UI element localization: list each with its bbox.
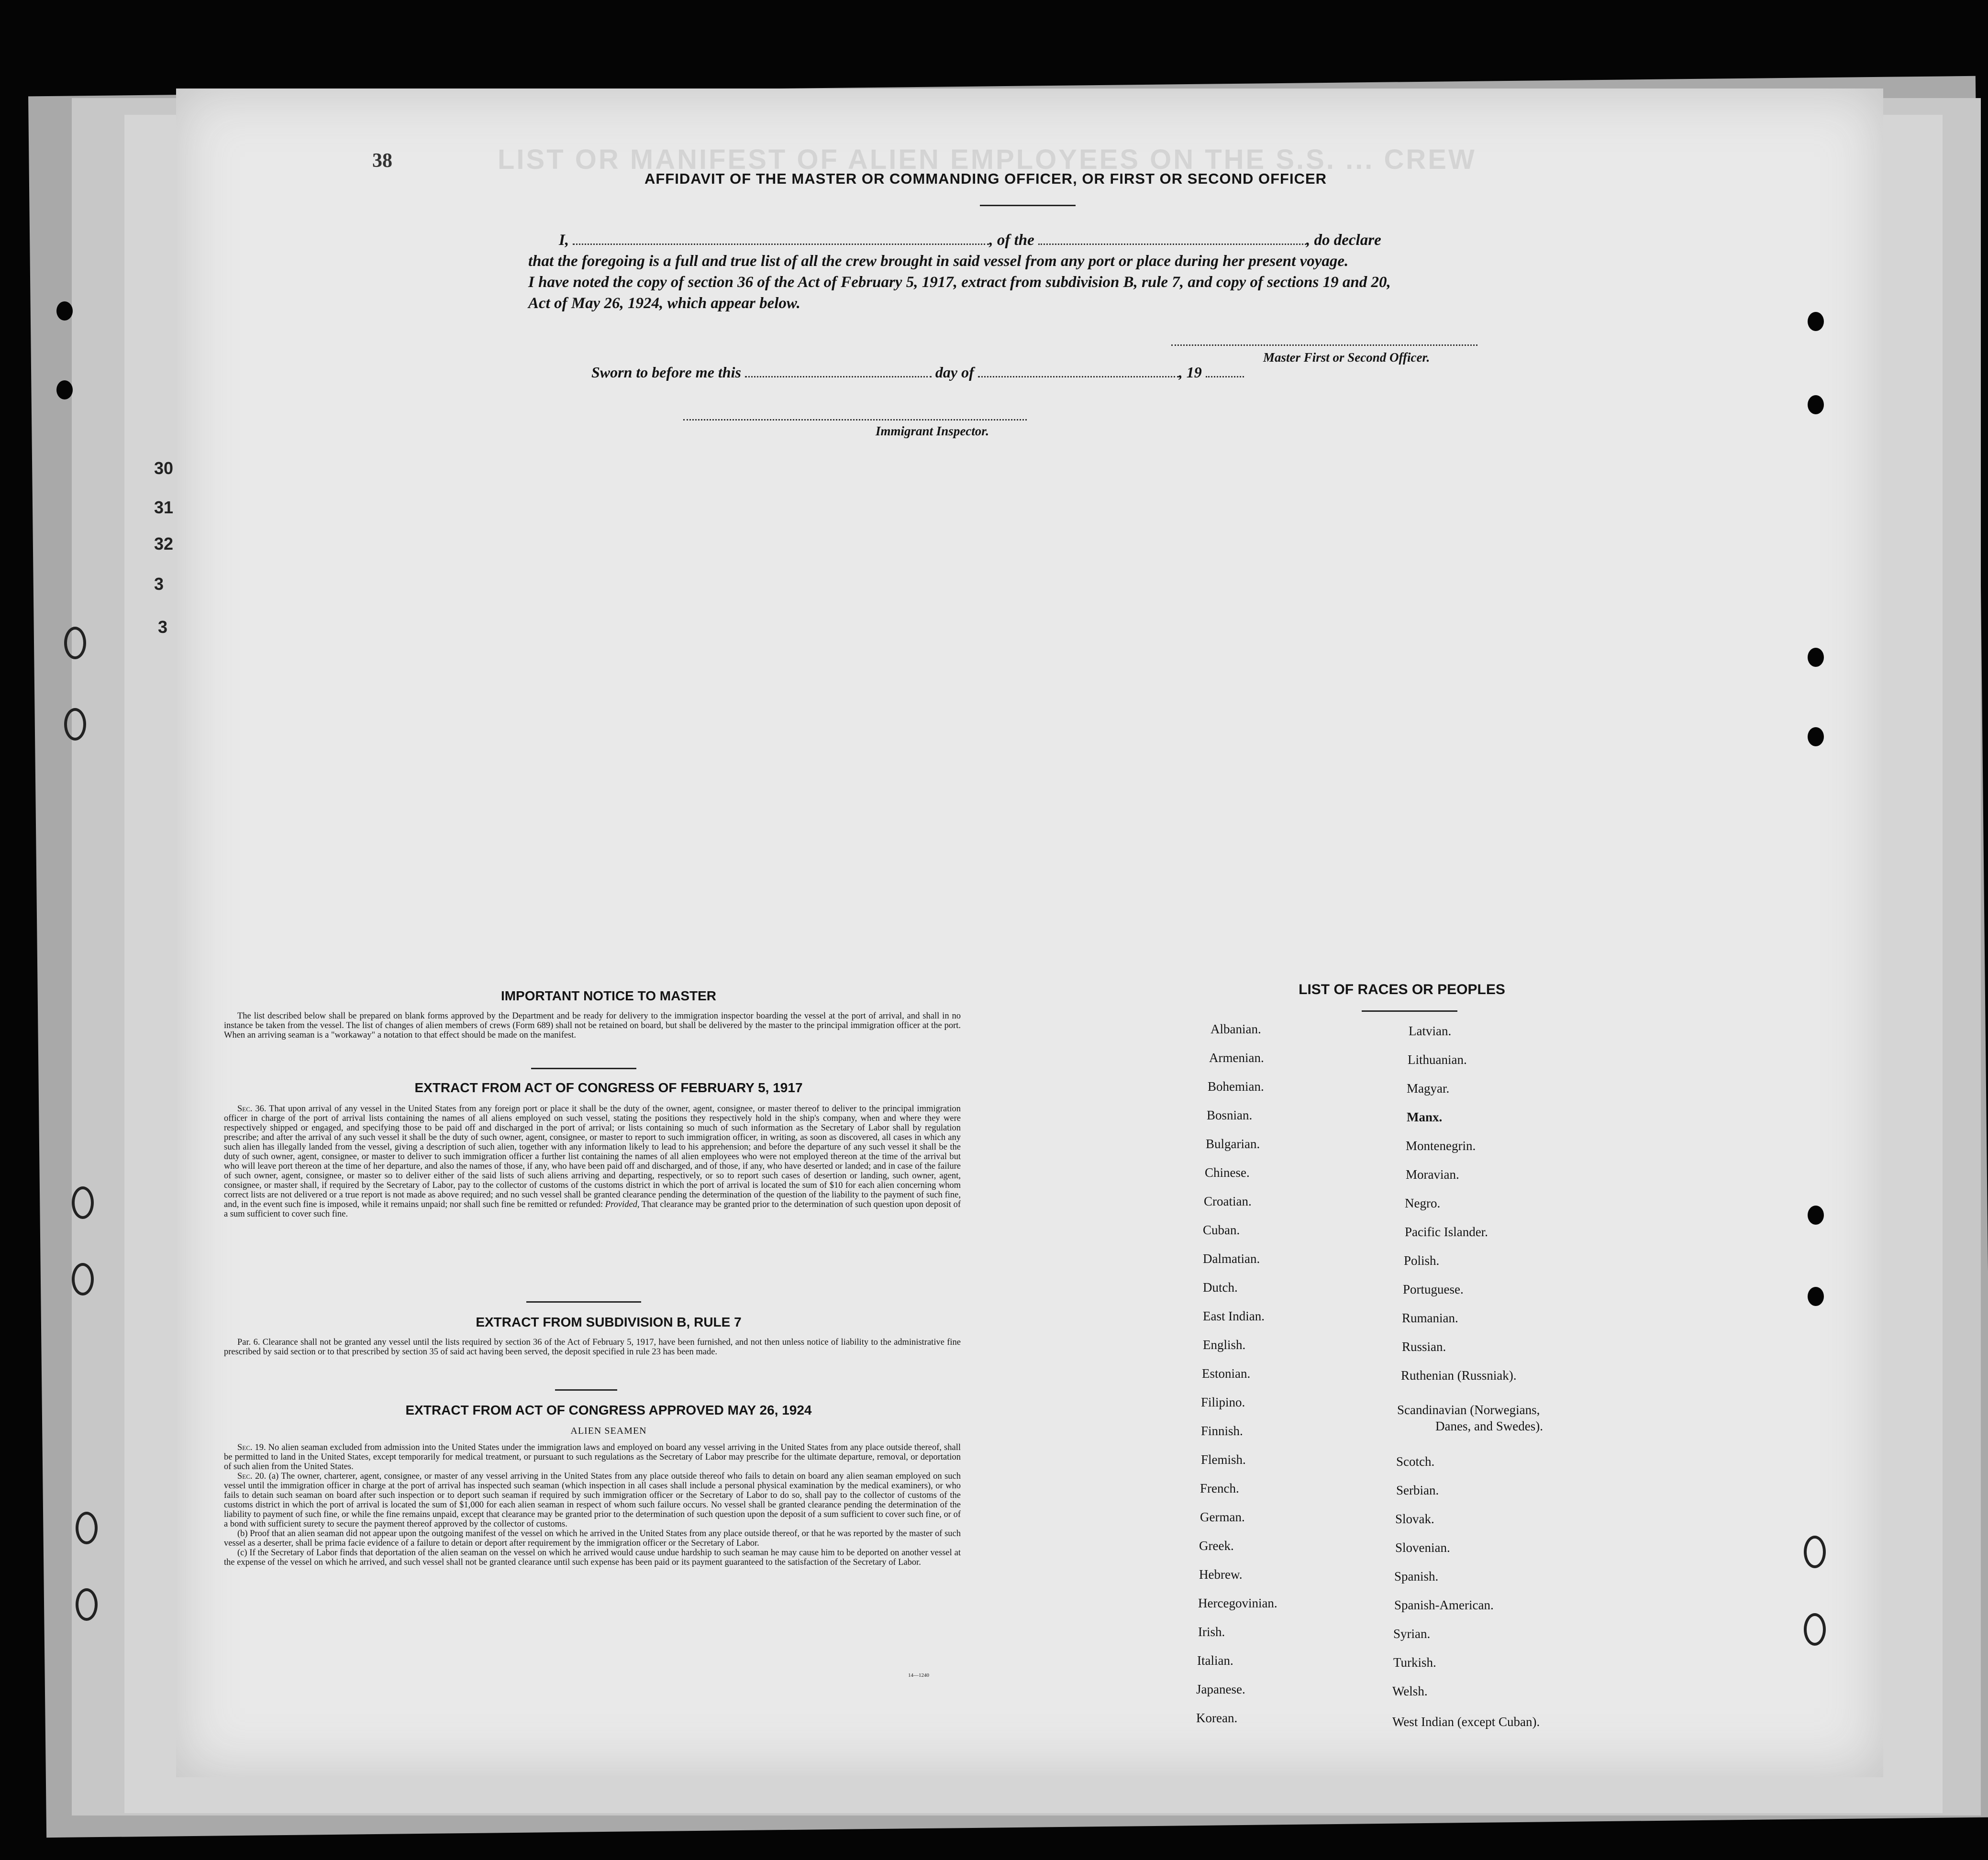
race-right: West Indian (except Cuban). (1392, 1715, 1540, 1729)
race-right: Latvian. (1409, 1024, 1452, 1038)
binder-hole (1808, 1206, 1824, 1225)
affidavit-line-1 (559, 230, 1544, 251)
edge-number: 3 (154, 574, 164, 594)
race-left: Korean. (1196, 1711, 1238, 1725)
race-left: German. (1200, 1510, 1245, 1524)
master-label: Master First or Second Officer. (1263, 350, 1430, 365)
affidavit-line-2: that the foregoing is a full and true list of all the crew brought in said vessel from any port or place during her present voyage. (528, 253, 1349, 270)
affidavit-of: , of the (989, 232, 1034, 249)
binder-hole (72, 1186, 94, 1219)
race-left: English. (1203, 1338, 1246, 1352)
race-right: Welsh. (1392, 1684, 1428, 1698)
race-left: East Indian. (1203, 1309, 1265, 1323)
race-right: Slovenian. (1395, 1540, 1450, 1555)
race-right: Serbian. (1396, 1483, 1439, 1497)
race-right: Scandinavian (Norwegians, (1397, 1403, 1540, 1417)
binder-hole (76, 1588, 98, 1621)
sworn-year: , 19 (1178, 364, 1202, 381)
sworn-line (591, 364, 1244, 381)
bleed-through-text: LIST OR MANIFEST OF ALIEN EMPLOYEES ON THE S.S. ... CREW (498, 144, 1477, 175)
edge-number: 32 (154, 534, 174, 554)
affidavit-line-3: I have noted the copy of section 36 of the Act of February 5, 1917, extract from subdivision B, rule 7, and copy of sections 19 and 20, (528, 274, 1391, 291)
proviso-text: That clearance may be granted prior to the determination of such question upon deposit of a sum sufficient to cover such fine. (224, 1200, 961, 1219)
binder-hole (1808, 1287, 1824, 1306)
race-left: Bohemian. (1208, 1079, 1264, 1094)
binder-hole (1808, 312, 1824, 331)
race-left: French. (1200, 1481, 1239, 1495)
binder-hole (1808, 395, 1824, 414)
sec19 (224, 1443, 961, 1472)
master-signature-line (1171, 344, 1477, 346)
name-blank (573, 244, 989, 245)
race-left: Hebrew. (1199, 1567, 1243, 1582)
edge-number: 3 (158, 617, 168, 637)
sec20-label: Sec. 20. (237, 1472, 267, 1481)
sec20c: (c) If the Secretary of Labor finds that deportation of the alien seaman on the vessel on which he arrived would cause undue hardship to such seaman he may cause him to be deported on another vessel at the expense of the vessel on which he arrived, and such vessel shall not be granted clearance until such expense has been paid or its payment guaranteed to the satisfaction of the Secretary of Labor. (224, 1548, 961, 1567)
race-right: Turkish. (1393, 1655, 1436, 1670)
race-left: Bosnian. (1207, 1108, 1253, 1122)
race-left: Armenian. (1209, 1051, 1264, 1065)
vessel-blank (1038, 244, 1306, 245)
sworn-date-blank (745, 376, 932, 377)
binder-hole (1804, 1613, 1826, 1646)
race-left: Italian. (1197, 1653, 1233, 1668)
affidavit-i: I, (559, 232, 569, 249)
binder-hole (72, 1263, 94, 1295)
sec20a (224, 1472, 961, 1529)
section-rule (526, 1301, 641, 1303)
binder-hole (64, 627, 86, 659)
rule7-title: EXTRACT FROM SUBDIVISION B, RULE 7 (476, 1315, 742, 1329)
sworn-year-blank (1206, 376, 1244, 377)
edge-number: 31 (154, 498, 174, 517)
section-rule (555, 1389, 617, 1391)
binder-hole (56, 380, 73, 399)
sec19-text: No alien seaman excluded from admission into the United States under the immigration laws and employed on board any vessel arriving in the United States from any place outside thereof, shall be permitted to land in the United States, except temporarily for medical treatment, or pursuant to such regulations as the Secretary of Labor may prescribe for the ultimate departure, removal, or deportation of such alien from the United States. (224, 1443, 961, 1472)
binder-hole (1808, 727, 1824, 746)
race-left: Dalmatian. (1203, 1251, 1260, 1266)
sec36-label: Sec. 36. (237, 1104, 267, 1114)
race-right: Syrian. (1393, 1627, 1431, 1641)
race-left: Flemish. (1201, 1452, 1246, 1467)
section-rule (531, 1068, 636, 1069)
sec19-label: Sec. 19. (237, 1443, 266, 1452)
proviso-label: Provided, (605, 1200, 640, 1209)
race-left: Estonian. (1202, 1366, 1251, 1381)
race-left: Bulgarian. (1206, 1137, 1260, 1151)
race-left: Hercegovinian. (1198, 1596, 1277, 1610)
affidavit-body (528, 230, 1544, 314)
race-right: Moravian. (1406, 1167, 1459, 1182)
sec20b: (b) Proof that an alien seaman did not appear upon the outgoing manifest of the vessel on which he arrived in the United States from any place outside thereof, or that he was reported by the master of such vessel as a deserter, shall be prima facie evidence of a failure to detain or deport after requirement by the immigration officer or the Secretary of Labor. (224, 1529, 961, 1548)
race-right: Negro. (1405, 1196, 1441, 1210)
sworn-month-blank (978, 376, 1179, 377)
sec36-text: That upon arrival of any vessel in the United States from any foreign port or place it shall be the duty of the owner, agent, consignee, or master thereof to deliver to the principal immigration officer in charge of the port of arrival lists containing the names of all aliens employed on such vessel, stating the positions they respectively hold in the ship's company, when and where they were respectively shipped or engaged, and specifying those to be paid off and discharged in the port of arrival; or lists containing so much of such information as the Secretary of Labor shall by regulation prescribe; and after the arrival of any such vessel it shall be the duty of such owner, agent, consignee, or master to report to such immigration officer, in writing, as soon as discovered, all cases in which any such alien has illegally landed from the vessel, giving a description of such alien, together with any information likely to lead to his apprehension; and before the departure of any such vessel it shall be the duty of such owner, agent, consignee, or master to deliver to such immigration officer a further list containing the names of all alien employees who were not employed thereon at the time of the arrival but who will leave port thereon at the time of her departure, and also the names of those, if any, who have been paid off and discharged, and of those, if any, who have deserted or landed; and in case of the failure of such owner, agent, consignee, or master so to deliver either of the said lists of such aliens arriving and departing, respectively, or so to report such cases of desertion or landing, such owner, agent, consignee, or master shall, if required by the Secretary of Labor, pay to the collector of customs of the customs district in which the port of arrival is located the sum of $10 for each alien concerning whom correct lists are not delivered or a true report is not made as above required; and no such vessel shall be granted clearance pending the determination of the question of the liability to the payment of such fine, and, in the event such fine is imposed, while it remains unpaid; nor shall such fine be remitted or refunded: (224, 1104, 961, 1209)
race-left: Cuban. (1203, 1223, 1240, 1237)
race-left: Finnish. (1201, 1424, 1243, 1438)
alien-seamen-subtitle: ALIEN SEAMEN (570, 1426, 647, 1436)
page-mark: 38 (372, 150, 392, 172)
race-right: Russian. (1402, 1340, 1446, 1354)
notice-title: IMPORTANT NOTICE TO MASTER (500, 988, 717, 1003)
race-right: Pacific Islander. (1405, 1225, 1488, 1239)
sworn-day: day of (935, 364, 974, 381)
sworn-prefix: Sworn to before me this (591, 364, 741, 381)
binder-hole (1808, 648, 1824, 667)
race-left: Chinese. (1205, 1165, 1250, 1180)
race-right: Rumanian. (1402, 1311, 1458, 1325)
race-left: Greek. (1199, 1539, 1234, 1553)
binder-hole (76, 1512, 98, 1544)
extract-1917-text-block (224, 1104, 961, 1219)
race-right: Magyar. (1407, 1081, 1450, 1096)
extract-1924-title: EXTRACT FROM ACT OF CONGRESS APPROVED MAY 26, 1924 (405, 1403, 812, 1417)
race-left: Dutch. (1203, 1280, 1238, 1295)
race-right: Ruthenian (Russniak). (1401, 1368, 1517, 1383)
binder-hole (1804, 1536, 1826, 1568)
rule7-text-block (224, 1338, 961, 1357)
race-right: Danes, and Swedes). (1435, 1419, 1543, 1433)
race-right: Polish. (1404, 1253, 1440, 1268)
race-left: Albanian. (1211, 1022, 1261, 1036)
race-right: Portuguese. (1403, 1282, 1464, 1296)
race-left: Japanese. (1196, 1682, 1245, 1696)
affidavit-declare: , do declare (1306, 232, 1381, 249)
race-right: Spanish-American. (1394, 1598, 1494, 1612)
title-rule (980, 205, 1076, 206)
race-right: Manx. (1407, 1110, 1443, 1124)
race-right: Spanish. (1394, 1569, 1439, 1583)
binder-hole (64, 708, 86, 741)
notice-text: The list described below shall be prepared on blank forms approved by the Department and be ready for delivery to the immigration inspector boarding the vessel at the port of arrival, and shall in no instance be taken from the vessel. The list of changes of alien members of crews (Form 689) shall not be retained on board, but shall be delivered by the master to the principal immigration officer at the port. When an arriving seaman is a "workaway" a notation to that effect should be made on the manifest. (224, 1011, 961, 1040)
affidavit-title: AFFIDAVIT OF THE MASTER OR COMMANDING OFFICER, OR FIRST OR SECOND OFFICER (644, 170, 1327, 187)
race-right: Slovak. (1395, 1512, 1434, 1526)
extract-1917-title: EXTRACT FROM ACT OF CONGRESS OF FEBRUARY 5, 1917 (414, 1080, 803, 1095)
form-number: 14—1240 (908, 1672, 929, 1678)
inspector-signature-line (683, 419, 1027, 421)
race-right: Montenegrin. (1406, 1139, 1476, 1153)
binder-hole (56, 301, 73, 321)
race-left: Filipino. (1201, 1395, 1245, 1409)
races-title: LIST OF RACES OR PEOPLES (1299, 982, 1505, 997)
races-rule (1362, 1010, 1457, 1012)
sec20a-text: (a) The owner, charterer, agent, consignee, or master of any vessel arriving in the United States from any place outside thereof who fails to detain on board any alien seaman employed on such vessel until the immigration officer in charge at the port of arrival has inspected such seaman (which inspection in all cases shall include a personal physical examination by the medical examiners), or who fails to detain such seaman on board after such inspection or to deport such seaman if required by such immigration officer or the Secretary of Labor to do so, shall pay to the collector of customs of the customs district in which the port of arrival is located the sum of $1,000 for each alien seaman in respect of whom such failure occurs. No vessel shall be granted clearance pending the determination of the liability to payment of such fine, or while the fine remains unpaid, except that clearance may be granted prior to the determination of such question upon the deposit of a sum sufficient to cover such fine, or of a bond with sufficient surety to secure the payment thereof approved by the collector of customs. (224, 1472, 961, 1529)
race-left: Irish. (1198, 1625, 1225, 1639)
notice-text-block (224, 1011, 961, 1040)
extract-1917-text (224, 1104, 961, 1219)
affidavit-line-4: Act of May 26, 1924, which appear below. (528, 295, 800, 312)
race-left: Croatian. (1204, 1194, 1252, 1208)
edge-number: 30 (154, 458, 174, 478)
race-right: Lithuanian. (1408, 1052, 1467, 1067)
inspector-label: Immigrant Inspector. (876, 424, 989, 438)
extract-1924-text-block (224, 1443, 961, 1567)
rule7-text: Par. 6. Clearance shall not be granted any vessel until the lists required by section 36 of the Act of February 5, 1917, have been furnished, and not then unless notice of liability to the administrative fine prescribed by said section or to that prescribed by section 35 of said act having been served, the deposit specified in rule 23 has been made. (224, 1338, 961, 1357)
race-right: Scotch. (1396, 1454, 1435, 1469)
